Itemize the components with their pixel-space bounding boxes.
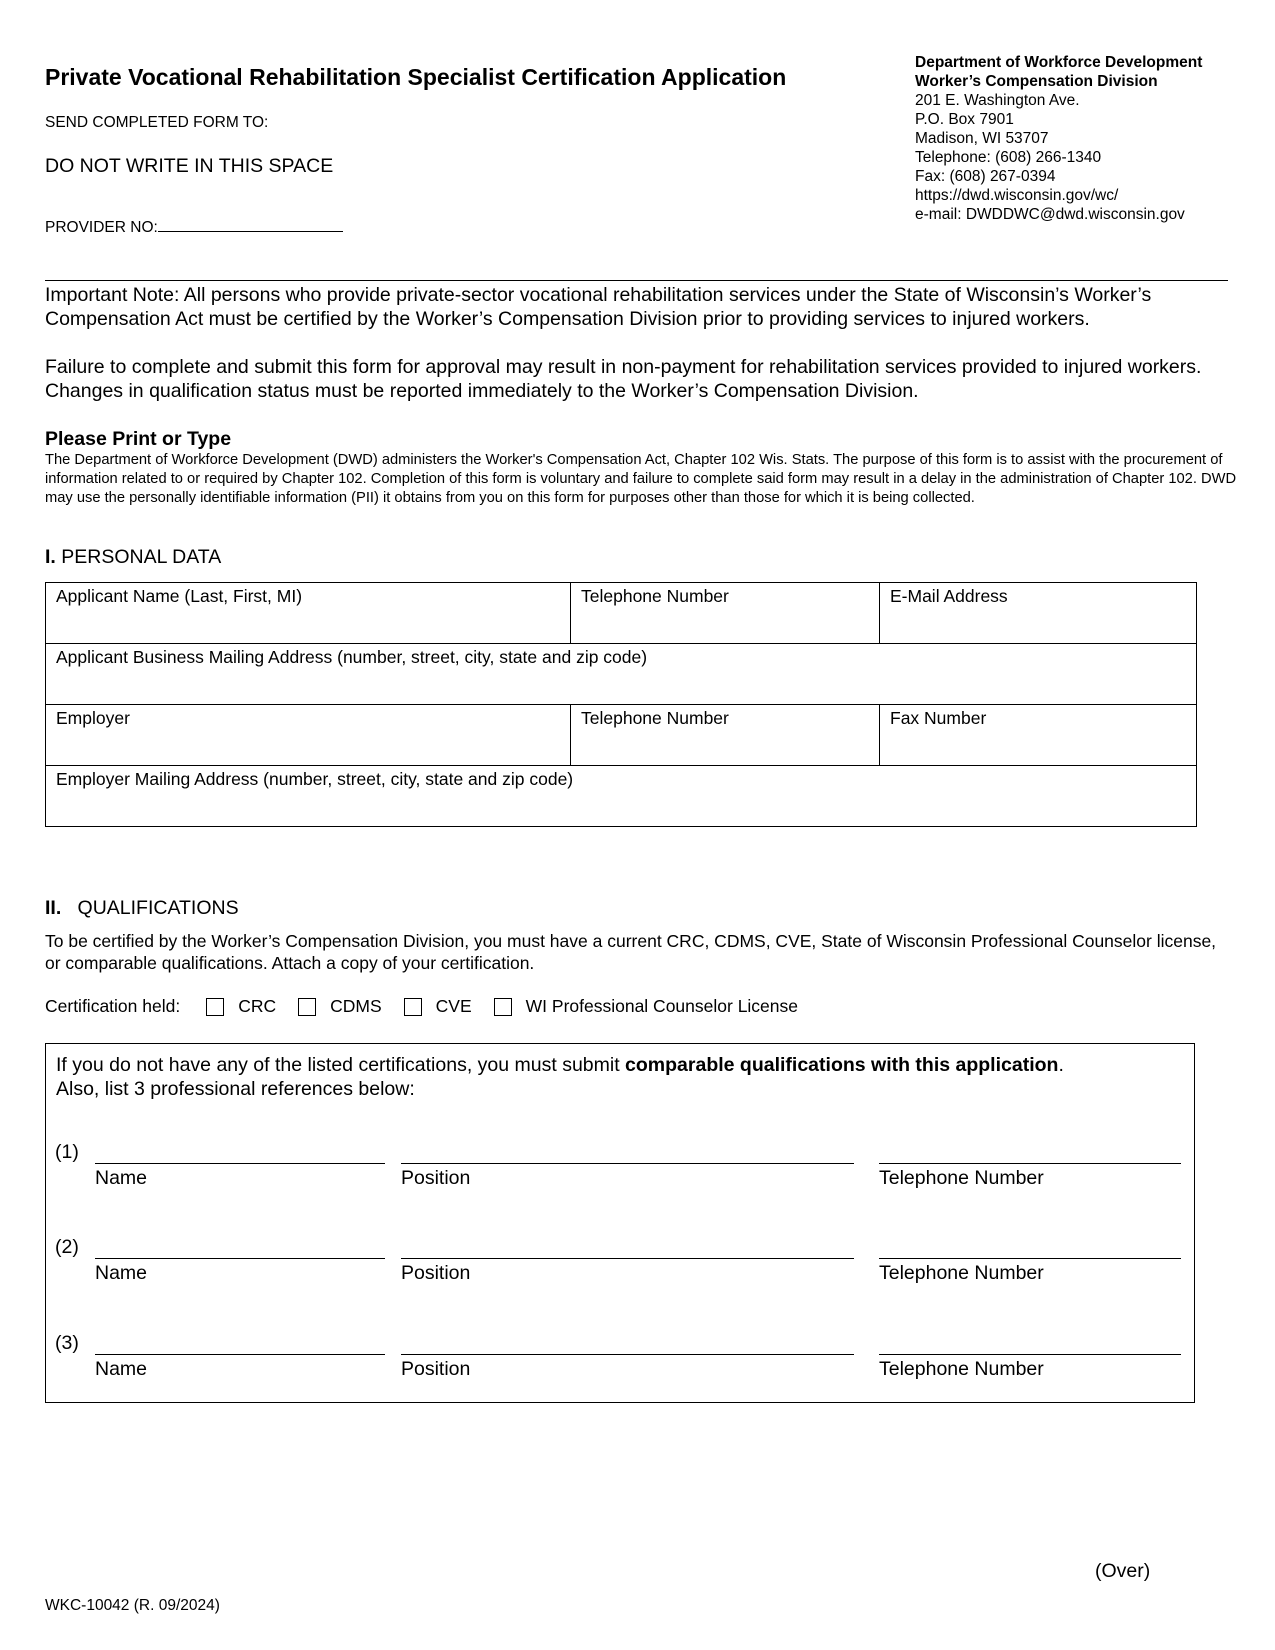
qualifications-description: To be certified by the Worker’s Compensation Division, you must have a current CRC, CDMS, CVE, State of Wisconsin Professional Counselor license, or comparable qualifications. Attach a copy of your certification. xyxy=(45,931,1217,973)
dept-street: 201 E. Washington Ave. xyxy=(915,92,1080,109)
dept-city: Madison, WI 53707 xyxy=(915,130,1049,147)
reference-row xyxy=(46,1332,1196,1392)
pd-row-business-address xyxy=(46,644,1196,705)
reference-row xyxy=(46,1236,1196,1296)
cert-option-crc[interactable] xyxy=(206,996,276,1017)
applicant-telephone-field[interactable]: Telephone Number xyxy=(571,583,880,643)
cdms-label: CDMS xyxy=(330,996,382,1016)
privacy-statement: The Department of Workforce Development (DWD) administers the Worker's Compensation Act, Chapter 102 Wis. Stats. The purpose of this form is to assist with the procurement of information related to or required by Chapter 102. Completion of this form is voluntary and failure to complete said form may result in a delay in the administration of Chapter 102. DWD may use the personally identifiable information (PII) it obtains from you on this form for purposes other than those for which it is being collected. xyxy=(45,452,1237,506)
section-2-number: II. xyxy=(45,897,62,919)
reference-name-label: Name xyxy=(95,1167,148,1189)
reference-name-label: Name xyxy=(95,1262,148,1284)
header-divider xyxy=(45,280,1228,281)
reference-number: (1) xyxy=(55,1141,79,1163)
cert-option-wi-license[interactable] xyxy=(494,996,798,1017)
reference-number: (3) xyxy=(55,1332,79,1354)
references-box xyxy=(45,1043,1195,1403)
reference-phone-label: Telephone Number xyxy=(879,1167,1044,1189)
dept-email-link[interactable]: e-mail: DWDDWC@dwd.wisconsin.gov xyxy=(915,206,1185,223)
personal-data-table xyxy=(45,582,1197,827)
reference-position-line[interactable] xyxy=(401,1258,854,1259)
cert-option-cdms[interactable] xyxy=(298,996,382,1017)
applicant-name-field[interactable]: Applicant Name (Last, First, MI) xyxy=(46,583,571,643)
section-2-title: QUALIFICATIONS xyxy=(77,897,239,919)
department-address-block xyxy=(915,53,1202,224)
send-to-label: SEND COMPLETED FORM TO: xyxy=(45,114,269,131)
wi-license-label: WI Professional Counselor License xyxy=(525,996,799,1016)
reference-position-label: Position xyxy=(401,1262,471,1284)
crc-checkbox[interactable] xyxy=(206,998,224,1016)
dept-telephone: Telephone: (608) 266-1340 xyxy=(915,149,1102,166)
pd-row-employer xyxy=(46,705,1196,766)
refs-intro-period: . xyxy=(1058,1054,1064,1076)
provider-no-field[interactable] xyxy=(45,217,343,237)
business-address-field[interactable]: Applicant Business Mailing Address (number, street, city, state and zip code) xyxy=(56,647,648,667)
important-note: Important Note: All persons who provide private-sector vocational rehabilitation services under the State of Wisconsin’s Worker’s Compensation Act must be certified by the Worker’s Compensation Division prior to providing services to injured workers. xyxy=(45,284,1152,330)
applicant-email-field[interactable]: E-Mail Address xyxy=(890,586,1008,606)
do-not-write-label: DO NOT WRITE IN THIS SPACE xyxy=(45,155,334,177)
refs-intro-text: If you do not have any of the listed certifications, you must submit xyxy=(56,1054,626,1076)
section-2-heading xyxy=(45,897,239,920)
provider-no-label: PROVIDER NO: xyxy=(45,219,158,236)
cdms-checkbox[interactable] xyxy=(298,998,316,1016)
reference-position-label: Position xyxy=(401,1358,471,1380)
section-1-heading xyxy=(45,546,221,569)
cve-checkbox[interactable] xyxy=(404,998,422,1016)
provider-no-line xyxy=(158,217,343,232)
pd-row-employer-address xyxy=(46,766,1196,826)
employer-address-field[interactable]: Employer Mailing Address (number, street, city, state and zip code) xyxy=(56,769,574,789)
wi-license-checkbox[interactable] xyxy=(494,998,512,1016)
section-1-number: I. xyxy=(45,546,56,568)
pd-row-applicant xyxy=(46,583,1196,644)
over-label: (Over) xyxy=(1095,1560,1151,1582)
reference-phone-line[interactable] xyxy=(879,1163,1181,1164)
certification-held-label: Certification held: xyxy=(45,996,181,1016)
reference-name-line[interactable] xyxy=(95,1354,385,1355)
section-1-title: PERSONAL DATA xyxy=(61,546,222,568)
refs-intro-line2: Also, list 3 professional references below: xyxy=(56,1078,415,1100)
dept-po-box: P.O. Box 7901 xyxy=(915,111,1014,128)
crc-label: CRC xyxy=(238,996,277,1016)
dept-fax: Fax: (608) 267-0394 xyxy=(915,168,1056,185)
dept-website-link[interactable]: https://dwd.wisconsin.gov/wc/ xyxy=(915,187,1119,204)
reference-phone-line[interactable] xyxy=(879,1354,1181,1355)
employer-field[interactable]: Employer xyxy=(46,705,571,765)
department-name: Department of Workforce Development xyxy=(915,54,1203,71)
employer-fax-field[interactable]: Fax Number xyxy=(890,708,987,728)
cert-option-cve[interactable] xyxy=(404,996,472,1017)
print-or-type-heading: Please Print or Type xyxy=(45,428,232,450)
reference-phone-label: Telephone Number xyxy=(879,1358,1044,1380)
failure-note: Failure to complete and submit this form for approval may result in non-payment for rehabilitation services provided to injured workers. Changes in qualification status must be reported immediately to the Worker’s Compensation Division. xyxy=(45,356,1202,402)
reference-phone-line[interactable] xyxy=(879,1258,1181,1259)
reference-row xyxy=(46,1141,1196,1201)
employer-telephone-field[interactable]: Telephone Number xyxy=(571,705,880,765)
form-title: Private Vocational Rehabilitation Specialist Certification Application xyxy=(45,64,787,90)
division-name: Worker’s Compensation Division xyxy=(915,73,1158,90)
cve-label: CVE xyxy=(435,996,472,1016)
reference-name-line[interactable] xyxy=(95,1163,385,1164)
references-intro xyxy=(56,1053,1176,1101)
form-number: WKC-10042 (R. 09/2024) xyxy=(45,1597,220,1614)
reference-position-label: Position xyxy=(401,1167,471,1189)
reference-name-line[interactable] xyxy=(95,1258,385,1259)
reference-number: (2) xyxy=(55,1236,79,1258)
refs-intro-bold: comparable qualifications with this application xyxy=(625,1054,1059,1076)
certification-held-row xyxy=(45,996,820,1017)
reference-position-line[interactable] xyxy=(401,1354,854,1355)
reference-name-label: Name xyxy=(95,1358,148,1380)
reference-phone-label: Telephone Number xyxy=(879,1262,1044,1284)
reference-position-line[interactable] xyxy=(401,1163,854,1164)
